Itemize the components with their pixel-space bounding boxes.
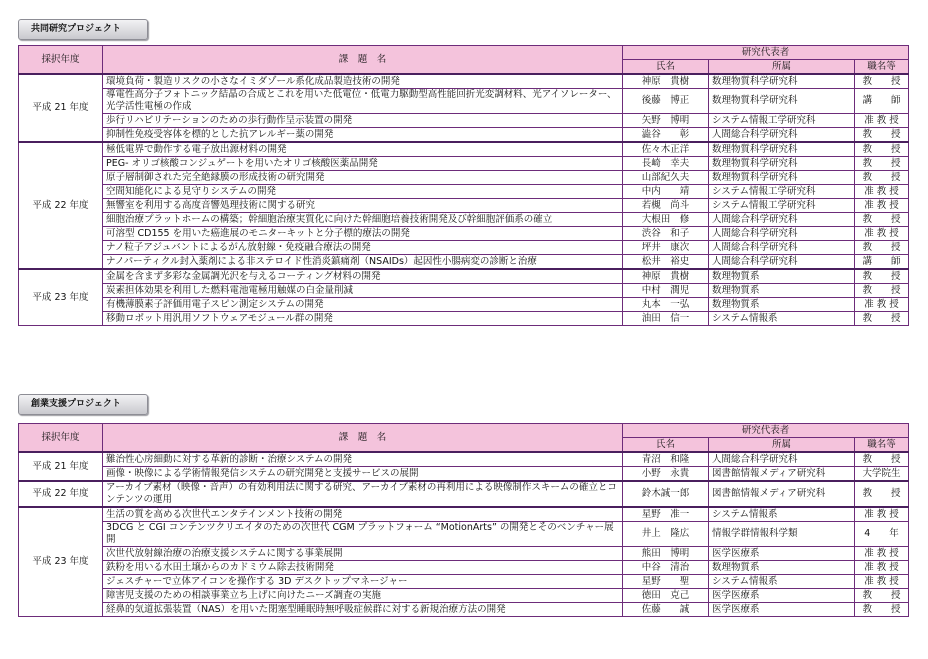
- title-cell: 金属を含まず多彩な金属調光沢を与えるコーティング材料の開発: [103, 269, 623, 284]
- affiliation-cell: システム情報系: [709, 312, 855, 326]
- affiliation-cell: 数理物質科学研究科: [709, 89, 855, 114]
- role-cell: 教 授: [855, 603, 909, 617]
- table-row: [19, 241, 909, 255]
- role-cell: 4 年: [855, 522, 909, 547]
- header-name: 氏名: [623, 438, 709, 453]
- table-row: [19, 74, 909, 89]
- role-cell: 教 授: [855, 241, 909, 255]
- name-cell: 星野 聖: [623, 575, 709, 589]
- name-cell: 後藤 博正: [623, 89, 709, 114]
- name-cell: 油田 信一: [623, 312, 709, 326]
- role-cell: 准 教 授: [855, 298, 909, 312]
- table-row: [19, 284, 909, 298]
- title-cell: 移動ロボット用汎用ソフトウェアモジュール群の開発: [103, 312, 623, 326]
- title-cell: 次世代放射線治療の治療支援システムに関する事業展開: [103, 547, 623, 561]
- title-cell: 画像・映像による学術情報発信システムの研究開発と支援サービスの展開: [103, 467, 623, 482]
- role-cell: 准 教 授: [855, 227, 909, 241]
- name-cell: 中谷 清治: [623, 561, 709, 575]
- year-cell: 平成 23 年度: [19, 507, 103, 617]
- table-row: [19, 481, 909, 507]
- affiliation-cell: 医学医療系: [709, 547, 855, 561]
- table-row: [19, 269, 909, 284]
- role-cell: 教 授: [855, 213, 909, 227]
- name-cell: 中内 靖: [623, 185, 709, 199]
- name-cell: 神原 貴樹: [623, 74, 709, 89]
- affiliation-cell: 医学医療系: [709, 603, 855, 617]
- title-cell: ナノパーティクル封入薬剤による非ステロイド性消炎鎮痛剤（NSAIDs）起因性小腸病変の診断と治療: [103, 255, 623, 270]
- table-row: [19, 128, 909, 143]
- table-row: [19, 185, 909, 199]
- title-cell: 原子層制御された完全絶縁膜の形成技術の研究開発: [103, 171, 623, 185]
- title-cell: 3DCG と CGI コンテンツクリエイタのための次世代 CGM プラットフォーム “MotionArts” の開発とそのベンチャー展開: [103, 522, 623, 547]
- year-cell: 平成 23 年度: [19, 269, 103, 326]
- table-row: [19, 312, 909, 326]
- affiliation-cell: 人間総合科学研究科: [709, 241, 855, 255]
- role-cell: 教 授: [855, 128, 909, 143]
- header-affiliation: 所属: [709, 438, 855, 453]
- header-representative: 研究代表者: [623, 46, 909, 60]
- affiliation-cell: システム情報工学研究科: [709, 114, 855, 128]
- affiliation-cell: 人間総合科学研究科: [709, 227, 855, 241]
- title-cell: 炭素担体効果を利用した燃料電池電極用触媒の白金量削減: [103, 284, 623, 298]
- table-row: [19, 467, 909, 482]
- year-cell: 平成 22 年度: [19, 481, 103, 507]
- header-name: 氏名: [623, 60, 709, 75]
- startup-support-table: [18, 423, 909, 617]
- name-cell: 小野 永貴: [623, 467, 709, 482]
- header-affiliation: 所属: [709, 60, 855, 75]
- title-cell: 極低電界で動作する電子放出源材料の開発: [103, 142, 623, 157]
- role-cell: 教 授: [855, 284, 909, 298]
- title-cell: 導電性高分子フォトニック結晶の合成とこれを用いた低電位・低電力駆動型高性能回折光変調材料、光アイソレーター、光学活性電極の作成: [103, 89, 623, 114]
- header-year: 採択年度: [19, 46, 103, 75]
- table-row: [19, 255, 909, 270]
- role-cell: 教 授: [855, 74, 909, 89]
- title-cell: 難治性心房細動に対する革新的診断・治療システムの開発: [103, 452, 623, 467]
- affiliation-cell: 数理物質系: [709, 269, 855, 284]
- affiliation-cell: 人間総合科学研究科: [709, 213, 855, 227]
- role-cell: 講 師: [855, 255, 909, 270]
- name-cell: 松井 裕史: [623, 255, 709, 270]
- title-cell: 環境負荷・製造リスクの小さなイミダゾール系化成品製造技術の開発: [103, 74, 623, 89]
- affiliation-cell: システム情報工学研究科: [709, 185, 855, 199]
- table-row: [19, 547, 909, 561]
- role-cell: 准 教 授: [855, 185, 909, 199]
- affiliation-cell: 医学医療系: [709, 589, 855, 603]
- affiliation-cell: 数理物質系: [709, 298, 855, 312]
- affiliation-cell: 情報学群情報科学類: [709, 522, 855, 547]
- header-title: 課 題 名: [103, 424, 623, 453]
- table-row: [19, 522, 909, 547]
- affiliation-cell: 数理物質科学研究科: [709, 74, 855, 89]
- name-cell: 徳田 克己: [623, 589, 709, 603]
- table-row: [19, 171, 909, 185]
- table-row: [19, 227, 909, 241]
- affiliation-cell: 数理物質系: [709, 561, 855, 575]
- affiliation-cell: 数理物質系: [709, 284, 855, 298]
- joint-research-table: [18, 45, 909, 326]
- table-row: [19, 142, 909, 157]
- role-cell: 准 教 授: [855, 547, 909, 561]
- section-label-joint-research: 共同研究プロジェクト: [18, 19, 148, 40]
- role-cell: 教 授: [855, 589, 909, 603]
- table-row: [19, 575, 909, 589]
- title-cell: 細胞治療プラットホームの構築；幹細胞治療実質化に向けた幹細胞培養技術開発及び幹細胞評価系の確立: [103, 213, 623, 227]
- affiliation-cell: 人間総合科学研究科: [709, 128, 855, 143]
- title-cell: 鉄粉を用いる水田土壌からのカドミウム除去技術開発: [103, 561, 623, 575]
- name-cell: 星野 准一: [623, 507, 709, 522]
- title-cell: 障害児支援のための相談事業立ち上げに向けたニーズ調査の実施: [103, 589, 623, 603]
- table-row: [19, 452, 909, 467]
- name-cell: 矢野 博明: [623, 114, 709, 128]
- name-cell: 佐々木正洋: [623, 142, 709, 157]
- table-row: [19, 114, 909, 128]
- role-cell: 教 授: [855, 142, 909, 157]
- name-cell: 鈴木誠一郎: [623, 481, 709, 507]
- affiliation-cell: 図書館情報メディア研究科: [709, 467, 855, 482]
- title-cell: 可溶型 CD155 を用いた癌進展のモニターキットと分子標的療法の開発: [103, 227, 623, 241]
- title-cell: 歩行リハビリテーションのための歩行動作呈示装置の開発: [103, 114, 623, 128]
- header-year: 採択年度: [19, 424, 103, 453]
- title-cell: ジェスチャーで立体アイコンを操作する 3D デスクトップマネージャー: [103, 575, 623, 589]
- section-label-startup-support: 創業支援プロジェクト: [18, 394, 148, 415]
- year-cell: 平成 22 年度: [19, 142, 103, 269]
- role-cell: 准 教 授: [855, 575, 909, 589]
- title-cell: 有機薄膜素子評価用電子スピン測定システムの開発: [103, 298, 623, 312]
- name-cell: 澁谷 彰: [623, 128, 709, 143]
- name-cell: 丸本 一弘: [623, 298, 709, 312]
- table-row: [19, 507, 909, 522]
- name-cell: 大根田 修: [623, 213, 709, 227]
- role-cell: 教 授: [855, 157, 909, 171]
- affiliation-cell: 数理物質科学研究科: [709, 142, 855, 157]
- table-row: [19, 89, 909, 114]
- role-cell: 教 授: [855, 312, 909, 326]
- name-cell: 井上 隆広: [623, 522, 709, 547]
- name-cell: 長崎 幸夫: [623, 157, 709, 171]
- title-cell: 抑制性免疫受容体を標的とした抗アレルギー薬の開発: [103, 128, 623, 143]
- role-cell: 准 教 授: [855, 507, 909, 522]
- name-cell: 山部紀久夫: [623, 171, 709, 185]
- affiliation-cell: 人間総合科学研究科: [709, 452, 855, 467]
- role-cell: 教 授: [855, 452, 909, 467]
- title-cell: 経鼻的気道拡張装置（NAS）を用いた閉塞型睡眠時無呼吸症候群に対する新規治療方法の開発: [103, 603, 623, 617]
- name-cell: 佐藤 誠: [623, 603, 709, 617]
- affiliation-cell: システム情報系: [709, 575, 855, 589]
- name-cell: 神原 貴樹: [623, 269, 709, 284]
- role-cell: 准 教 授: [855, 561, 909, 575]
- role-cell: 教 授: [855, 269, 909, 284]
- table-row: [19, 199, 909, 213]
- role-cell: 大学院生: [855, 467, 909, 482]
- title-cell: アーカイブ素材（映像・音声）の有効利用法に関する研究、アーカイブ素材の再利用による映像制作スキームの確立とコンテンツの運用: [103, 481, 623, 507]
- table-row: [19, 589, 909, 603]
- name-cell: 中村 潤児: [623, 284, 709, 298]
- table-row: [19, 157, 909, 171]
- year-cell: 平成 21 年度: [19, 74, 103, 142]
- title-cell: PEG- オリゴ核酸コンジュゲートを用いたオリゴ核酸医薬品開発: [103, 157, 623, 171]
- role-cell: 准 教 授: [855, 199, 909, 213]
- name-cell: 坪井 康次: [623, 241, 709, 255]
- header-role: 職名等: [855, 438, 909, 453]
- title-cell: 空間知能化による見守りシステムの開発: [103, 185, 623, 199]
- name-cell: 熊田 博明: [623, 547, 709, 561]
- role-cell: 教 授: [855, 171, 909, 185]
- title-cell: 生活の質を高める次世代エンタテインメント技術の開発: [103, 507, 623, 522]
- table-row: [19, 561, 909, 575]
- header-representative: 研究代表者: [623, 424, 909, 438]
- header-role: 職名等: [855, 60, 909, 75]
- title-cell: ナノ粒子アジュバントによるがん放射線・免疫融合療法の開発: [103, 241, 623, 255]
- year-cell: 平成 21 年度: [19, 452, 103, 481]
- table-row: [19, 603, 909, 617]
- role-cell: 教 授: [855, 481, 909, 507]
- title-cell: 無響室を利用する高度音響処理技術に関する研究: [103, 199, 623, 213]
- affiliation-cell: システム情報工学研究科: [709, 199, 855, 213]
- affiliation-cell: 人間総合科学研究科: [709, 255, 855, 270]
- role-cell: 准 教 授: [855, 114, 909, 128]
- table-row: [19, 213, 909, 227]
- affiliation-cell: 数理物質科学研究科: [709, 157, 855, 171]
- table-row: [19, 298, 909, 312]
- name-cell: 渋谷 和子: [623, 227, 709, 241]
- affiliation-cell: システム情報系: [709, 507, 855, 522]
- affiliation-cell: 数理物質科学研究科: [709, 171, 855, 185]
- name-cell: 青沼 和隆: [623, 452, 709, 467]
- role-cell: 講 師: [855, 89, 909, 114]
- header-title: 課 題 名: [103, 46, 623, 75]
- affiliation-cell: 図書館情報メディア研究科: [709, 481, 855, 507]
- name-cell: 若槻 尚斗: [623, 199, 709, 213]
